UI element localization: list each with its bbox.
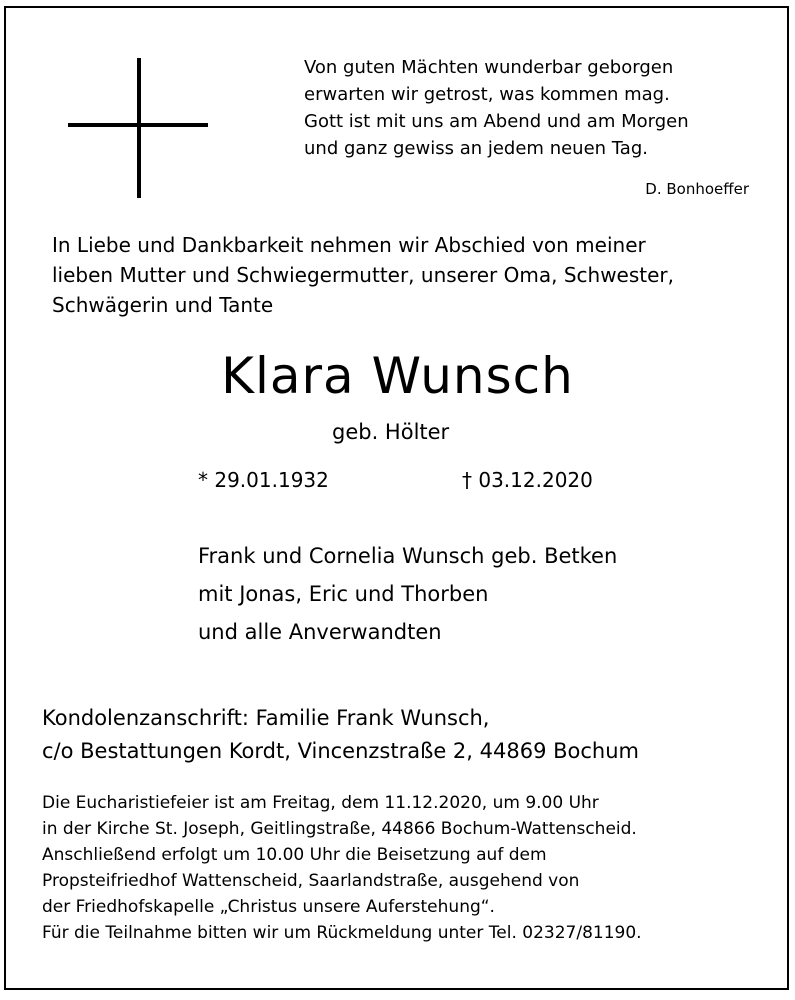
intro-line: lieben Mutter und Schwiegermutter, unserer Oma, Schwester, (52, 263, 675, 287)
service-line: in der Kirche St. Joseph, Geitlingstraße, 44866 Bochum-Wattenscheid. (42, 819, 637, 839)
intro-line: Schwägerin und Tante (52, 293, 274, 317)
family-list (198, 537, 778, 651)
poem-line: und ganz gewiss an jedem neuen Tag. (304, 138, 648, 159)
service-line: Für die Teilnahme bitten wir um Rückmeldung unter Tel. 02327/81190. (42, 923, 642, 943)
service-line: Die Eucharistiefeier ist am Freitag, dem 11.12.2020, um 9.00 Uhr (42, 793, 599, 813)
service-line: der Friedhofskapelle „Christus unsere Auferstehung“. (42, 897, 495, 917)
service-line: Propsteifriedhof Wattenscheid, Saarlandstraße, ausgehend von (42, 871, 580, 891)
death-date: † 03.12.2020 (462, 468, 593, 492)
birth-date: * 29.01.1932 (198, 468, 329, 492)
family-line: und alle Anverwandten (198, 620, 442, 644)
poem-author: D. Bonhoeffer (645, 180, 749, 198)
family-line: Frank und Cornelia Wunsch geb. Betken (198, 544, 618, 568)
family-line: mit Jonas, Eric und Thorben (198, 582, 489, 606)
condolence-line: Kondolenzanschrift: Familie Frank Wunsch, (42, 706, 490, 730)
condolence-line: c/o Bestattungen Kordt, Vincenzstraße 2, 44869 Bochum (42, 739, 640, 763)
deceased-birth-name: geb. Hölter (332, 420, 450, 444)
cross-vertical-bar (137, 58, 141, 198)
condolence-address (42, 702, 782, 768)
service-info (42, 790, 787, 946)
deceased-name: Klara Wunsch (221, 347, 574, 405)
intro-line: In Liebe und Dankbarkeit nehmen wir Abschied von meiner (52, 233, 646, 257)
service-line: Anschließend erfolgt um 10.00 Uhr die Beisetzung auf dem (42, 845, 547, 865)
poem-line: Gott ist mit uns am Abend und am Morgen (304, 111, 689, 132)
cross-horizontal-bar (68, 123, 208, 127)
poem-line: erwarten wir getrost, was kommen mag. (304, 84, 670, 105)
intro-text (52, 230, 782, 320)
poem (304, 54, 764, 162)
poem-line: Von guten Mächten wunderbar geborgen (304, 57, 674, 78)
